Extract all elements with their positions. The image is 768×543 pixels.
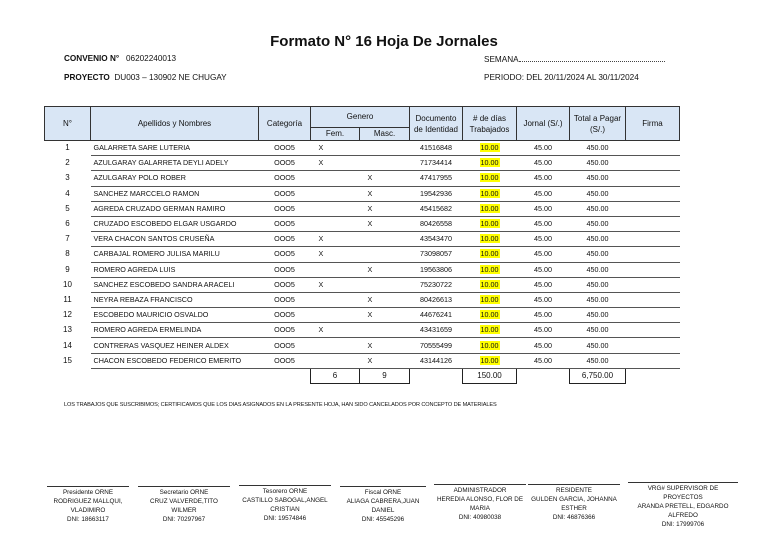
row-documento: 80426613 <box>410 292 463 307</box>
certification-note: LOS TRABAJOS QUE SUSCRIBIMOS; CERTIFICAMOS QUE LOS DIAS ASIGNADOS EN LA PRESENTE HOJA, HAN SIDO CANCELADOS POR CONCEPTO DE MATERIALES <box>64 402 497 408</box>
table-row <box>45 232 680 247</box>
row-total: 450.00 <box>570 201 626 216</box>
proyecto-label: PROYECTO <box>64 73 110 82</box>
row-jornal: 45.00 <box>517 292 570 307</box>
row-categoria: OOO5 <box>259 308 311 323</box>
row-firma <box>626 186 680 201</box>
row-fem <box>311 216 360 231</box>
header-fem: Fem. <box>311 128 360 141</box>
signature-name: ALFREDO <box>668 512 698 519</box>
dias-highlight: 10.00 <box>480 264 499 274</box>
row-documento: 70555499 <box>410 338 463 353</box>
row-dias <box>463 353 517 368</box>
dias-highlight: 10.00 <box>480 158 499 168</box>
row-fem: X <box>311 156 360 171</box>
row-categoria: OOO5 <box>259 292 311 307</box>
row-dias <box>463 338 517 353</box>
signature-name: CASTILLO SABOGAL,ANGEL <box>242 497 328 504</box>
row-documento: 44676241 <box>410 308 463 323</box>
signature-dni: DNI: 17999706 <box>661 521 705 528</box>
row-dias <box>463 156 517 171</box>
row-firma <box>626 141 680 156</box>
table-row <box>45 141 680 156</box>
row-jornal: 45.00 <box>517 216 570 231</box>
row-firma <box>626 353 680 368</box>
header-nombres: Apellidos y Nombres <box>91 107 259 141</box>
periodo: PERIODO: DEL 20/11/2024 AL 30/11/2024 <box>484 73 639 82</box>
row-masc <box>360 277 410 292</box>
table-row <box>45 156 680 171</box>
signature-role: VRG# SUPERVISOR DE PROYECTOS <box>647 485 719 501</box>
row-firma <box>626 156 680 171</box>
row-name: NEYRA REBAZA FRANCISCO <box>91 292 259 307</box>
row-masc <box>360 232 410 247</box>
row-categoria: OOO5 <box>259 247 311 262</box>
table-row <box>45 201 680 216</box>
dias-highlight: 10.00 <box>480 234 499 244</box>
row-jornal: 45.00 <box>517 156 570 171</box>
row-number: 10 <box>63 279 72 289</box>
signature-role: Fiscal ORNE <box>364 489 402 496</box>
row-dias <box>463 232 517 247</box>
row-jornal: 45.00 <box>517 186 570 201</box>
row-dias <box>463 186 517 201</box>
signature-name: ALIAGA CABRERA,JUAN <box>346 498 420 505</box>
dias-highlight: 10.00 <box>480 294 499 304</box>
row-documento: 45415682 <box>410 201 463 216</box>
row-masc: X <box>360 353 410 368</box>
row-fem <box>311 338 360 353</box>
table-row <box>45 186 680 201</box>
row-name: CHACON ESCOBEDO FEDERICO EMERITO <box>91 353 259 368</box>
row-name: SANCHEZ MARCCELO RAMON <box>91 186 259 201</box>
signature-block <box>340 486 426 524</box>
signature-role: RESIDENTE <box>555 487 593 494</box>
row-fem: X <box>311 247 360 262</box>
signature-name: GULDEN GARCIA, JOHANNA <box>531 496 617 503</box>
table-row <box>45 292 680 307</box>
row-total: 450.00 <box>570 277 626 292</box>
row-jornal: 45.00 <box>517 141 570 156</box>
header-total: Total a Pagar (S/.) <box>570 107 626 141</box>
jornales-table <box>44 106 680 384</box>
signature-name: ARANDA PRETELL, EDGARDO <box>637 503 729 510</box>
row-masc: X <box>360 338 410 353</box>
row-masc: X <box>360 201 410 216</box>
row-total: 450.00 <box>570 156 626 171</box>
row-documento: 43144126 <box>410 353 463 368</box>
table-row <box>45 277 680 292</box>
row-jornal: 45.00 <box>517 353 570 368</box>
row-total: 450.00 <box>570 308 626 323</box>
row-total: 450.00 <box>570 141 626 156</box>
signature-block <box>138 486 230 524</box>
row-name: ESCOBEDO MAURICIO OSVALDO <box>91 308 259 323</box>
row-dias <box>463 141 517 156</box>
header-categoria: Categoría <box>259 107 311 141</box>
signature-name: DANIEL <box>371 507 395 514</box>
row-name: AZULGARAY GALARRETA DEYLI ADELY <box>91 156 259 171</box>
dias-highlight: 10.00 <box>480 203 499 213</box>
row-number: 4 <box>65 188 70 198</box>
row-documento: 73098057 <box>410 247 463 262</box>
row-name: AZULGARAY POLO ROBER <box>91 171 259 186</box>
row-jornal: 45.00 <box>517 277 570 292</box>
row-dias <box>463 171 517 186</box>
header-num: N° <box>45 107 91 141</box>
table-row <box>45 338 680 353</box>
signature-name: VLADIMIRO <box>70 507 106 514</box>
row-total: 450.00 <box>570 247 626 262</box>
row-categoria: OOO5 <box>259 216 311 231</box>
row-fem: X <box>311 141 360 156</box>
total-dias: 150.00 <box>463 368 517 383</box>
signature-name: ESTHER <box>561 505 587 512</box>
row-dias <box>463 277 517 292</box>
row-total: 450.00 <box>570 186 626 201</box>
row-number: 9 <box>65 264 70 274</box>
row-fem: X <box>311 232 360 247</box>
dias-highlight: 10.00 <box>480 279 499 289</box>
signature-dni: DNI: 18663117 <box>67 516 109 523</box>
row-fem: X <box>311 323 360 338</box>
row-name: VERA CHACON SANTOS CRUSEÑA <box>91 232 259 247</box>
row-number: 11 <box>63 294 72 304</box>
dias-highlight: 10.00 <box>480 188 499 198</box>
signature-role: ADMINISTRADOR <box>453 487 507 494</box>
row-dias <box>463 323 517 338</box>
row-number: 15 <box>63 355 72 365</box>
row-categoria: OOO5 <box>259 141 311 156</box>
row-dias <box>463 262 517 277</box>
row-fem <box>311 171 360 186</box>
row-jornal: 45.00 <box>517 232 570 247</box>
signature-block <box>239 485 331 523</box>
header-firma: Firma <box>626 107 680 141</box>
row-name: SANCHEZ ESCOBEDO SANDRA ARACELI <box>91 277 259 292</box>
header-jornal: Jornal (S/.) <box>517 107 570 141</box>
row-categoria: OOO5 <box>259 171 311 186</box>
row-total: 450.00 <box>570 323 626 338</box>
row-firma <box>626 292 680 307</box>
row-total: 450.00 <box>570 353 626 368</box>
convenio-value: 06202240013 <box>125 54 177 63</box>
table-row <box>45 171 680 186</box>
header-genero: Genero <box>311 107 410 128</box>
row-number: 1 <box>65 143 70 153</box>
table-body <box>45 141 680 369</box>
row-total: 450.00 <box>570 338 626 353</box>
row-jornal: 45.00 <box>517 338 570 353</box>
row-firma <box>626 247 680 262</box>
convenio-label: CONVENIO N° <box>64 54 120 63</box>
row-dias <box>463 292 517 307</box>
signature-role: Tesorero ORNE <box>262 488 308 495</box>
row-documento: 80426558 <box>410 216 463 231</box>
row-total: 450.00 <box>570 262 626 277</box>
row-number: 5 <box>65 203 70 213</box>
table-row <box>45 308 680 323</box>
row-masc <box>360 323 410 338</box>
row-documento: 43431659 <box>410 323 463 338</box>
signature-role: Secretario ORNE <box>159 489 209 496</box>
row-documento: 71734414 <box>410 156 463 171</box>
row-dias <box>463 201 517 216</box>
signature-name: MARIA <box>470 505 490 512</box>
row-categoria: OOO5 <box>259 186 311 201</box>
dias-highlight: 10.00 <box>480 249 499 259</box>
row-name: AGREDA CRUZADO GERMAN RAMIRO <box>91 201 259 216</box>
row-masc <box>360 156 410 171</box>
row-total: 450.00 <box>570 171 626 186</box>
proyecto-line <box>64 73 227 82</box>
row-name: CARBAJAL ROMERO JULISA MARILU <box>91 247 259 262</box>
row-masc: X <box>360 308 410 323</box>
row-firma <box>626 171 680 186</box>
row-fem <box>311 353 360 368</box>
total-fem: 6 <box>311 368 360 383</box>
table-row <box>45 247 680 262</box>
dias-highlight: 10.00 <box>480 310 499 320</box>
row-documento: 19542936 <box>410 186 463 201</box>
signature-dni: DNI: 46876366 <box>552 514 596 521</box>
row-fem <box>311 201 360 216</box>
page-title: Formato N° 16 Hoja De Jornales <box>270 33 498 50</box>
row-jornal: 45.00 <box>517 323 570 338</box>
signature-name: RODRIGUEZ MALLQUI, <box>53 498 123 505</box>
signature-dni: DNI: 45545296 <box>361 516 405 523</box>
row-fem <box>311 186 360 201</box>
row-number: 13 <box>63 325 72 335</box>
row-documento: 43543470 <box>410 232 463 247</box>
row-firma <box>626 277 680 292</box>
row-categoria: OOO5 <box>259 201 311 216</box>
dias-highlight: 10.00 <box>480 219 499 229</box>
row-fem <box>311 262 360 277</box>
row-total: 450.00 <box>570 216 626 231</box>
table-row <box>45 262 680 277</box>
dias-highlight: 10.00 <box>480 340 499 350</box>
row-firma <box>626 262 680 277</box>
row-documento: 19563806 <box>410 262 463 277</box>
row-masc: X <box>360 186 410 201</box>
row-firma <box>626 216 680 231</box>
signature-dni: DNI: 70297967 <box>162 516 206 523</box>
signature-block <box>47 486 129 524</box>
row-number: 3 <box>65 173 70 183</box>
row-number: 6 <box>65 219 70 229</box>
semana-line <box>484 54 665 64</box>
row-dias <box>463 308 517 323</box>
signature-block <box>628 482 738 529</box>
dias-highlight: 10.00 <box>480 325 499 335</box>
convenio-line <box>64 54 176 63</box>
row-categoria: OOO5 <box>259 323 311 338</box>
row-dias <box>463 216 517 231</box>
row-masc: X <box>360 292 410 307</box>
row-jornal: 45.00 <box>517 308 570 323</box>
table-row <box>45 216 680 231</box>
semana-label: SEMANA <box>484 55 519 64</box>
row-categoria: OOO5 <box>259 262 311 277</box>
row-categoria: OOO5 <box>259 338 311 353</box>
row-number: 12 <box>63 310 72 320</box>
row-masc <box>360 141 410 156</box>
table-row <box>45 353 680 368</box>
row-fem <box>311 292 360 307</box>
row-categoria: OOO5 <box>259 156 311 171</box>
dias-highlight: 10.00 <box>480 355 499 365</box>
row-firma <box>626 308 680 323</box>
row-documento: 41516848 <box>410 141 463 156</box>
row-firma <box>626 338 680 353</box>
signature-name: CRISTIAN <box>270 506 300 513</box>
row-dias <box>463 247 517 262</box>
row-documento: 47417955 <box>410 171 463 186</box>
row-jornal: 45.00 <box>517 262 570 277</box>
row-jornal: 45.00 <box>517 171 570 186</box>
signature-name: CRUZ VALVERDE,TITO <box>150 498 218 505</box>
row-name: ROMERO AGREDA ERMELINDA <box>91 323 259 338</box>
signature-dni: DNI: 19574846 <box>263 515 307 522</box>
row-jornal: 45.00 <box>517 201 570 216</box>
header-dias: # de días Trabajados <box>463 107 517 141</box>
row-firma <box>626 201 680 216</box>
total-pagar: 6,750.00 <box>570 368 626 383</box>
row-name: ROMERO AGREDA LUIS <box>91 262 259 277</box>
header-documento: Documento de Identidad <box>410 107 463 141</box>
row-masc <box>360 247 410 262</box>
signature-dni: DNI: 40980038 <box>458 514 502 521</box>
table-row <box>45 323 680 338</box>
row-total: 450.00 <box>570 232 626 247</box>
header-masc: Masc. <box>360 128 410 141</box>
row-masc: X <box>360 171 410 186</box>
dias-highlight: 10.00 <box>480 173 499 183</box>
signature-block <box>434 484 526 522</box>
semana-blank <box>519 54 665 62</box>
signature-name: HEREDIA ALONSO, FLOR DE <box>436 496 524 503</box>
signature-name: WILMER <box>171 507 197 514</box>
row-categoria: OOO5 <box>259 353 311 368</box>
row-documento: 75230722 <box>410 277 463 292</box>
row-total: 450.00 <box>570 292 626 307</box>
row-fem <box>311 308 360 323</box>
signature-block <box>528 484 620 522</box>
row-masc: X <box>360 216 410 231</box>
row-number: 2 <box>65 158 70 168</box>
proyecto-value: DU003 – 130902 NE CHUGAY <box>114 73 227 82</box>
dias-highlight: 10.00 <box>480 143 499 153</box>
signature-role: Presidente ORNE <box>62 489 114 496</box>
row-firma <box>626 232 680 247</box>
row-categoria: OOO5 <box>259 277 311 292</box>
row-jornal: 45.00 <box>517 247 570 262</box>
row-categoria: OOO5 <box>259 232 311 247</box>
row-number: 8 <box>65 249 70 259</box>
total-masc: 9 <box>360 368 410 383</box>
row-name: CRUZADO ESCOBEDO ELGAR USGARDO <box>91 216 259 231</box>
row-name: GALARRETA SARE LUTERIA <box>91 141 259 156</box>
row-firma <box>626 323 680 338</box>
row-fem: X <box>311 277 360 292</box>
row-masc: X <box>360 262 410 277</box>
row-name: CONTRERAS VASQUEZ HEINER ALDEX <box>91 338 259 353</box>
row-number: 14 <box>63 340 72 350</box>
row-number: 7 <box>65 234 70 244</box>
